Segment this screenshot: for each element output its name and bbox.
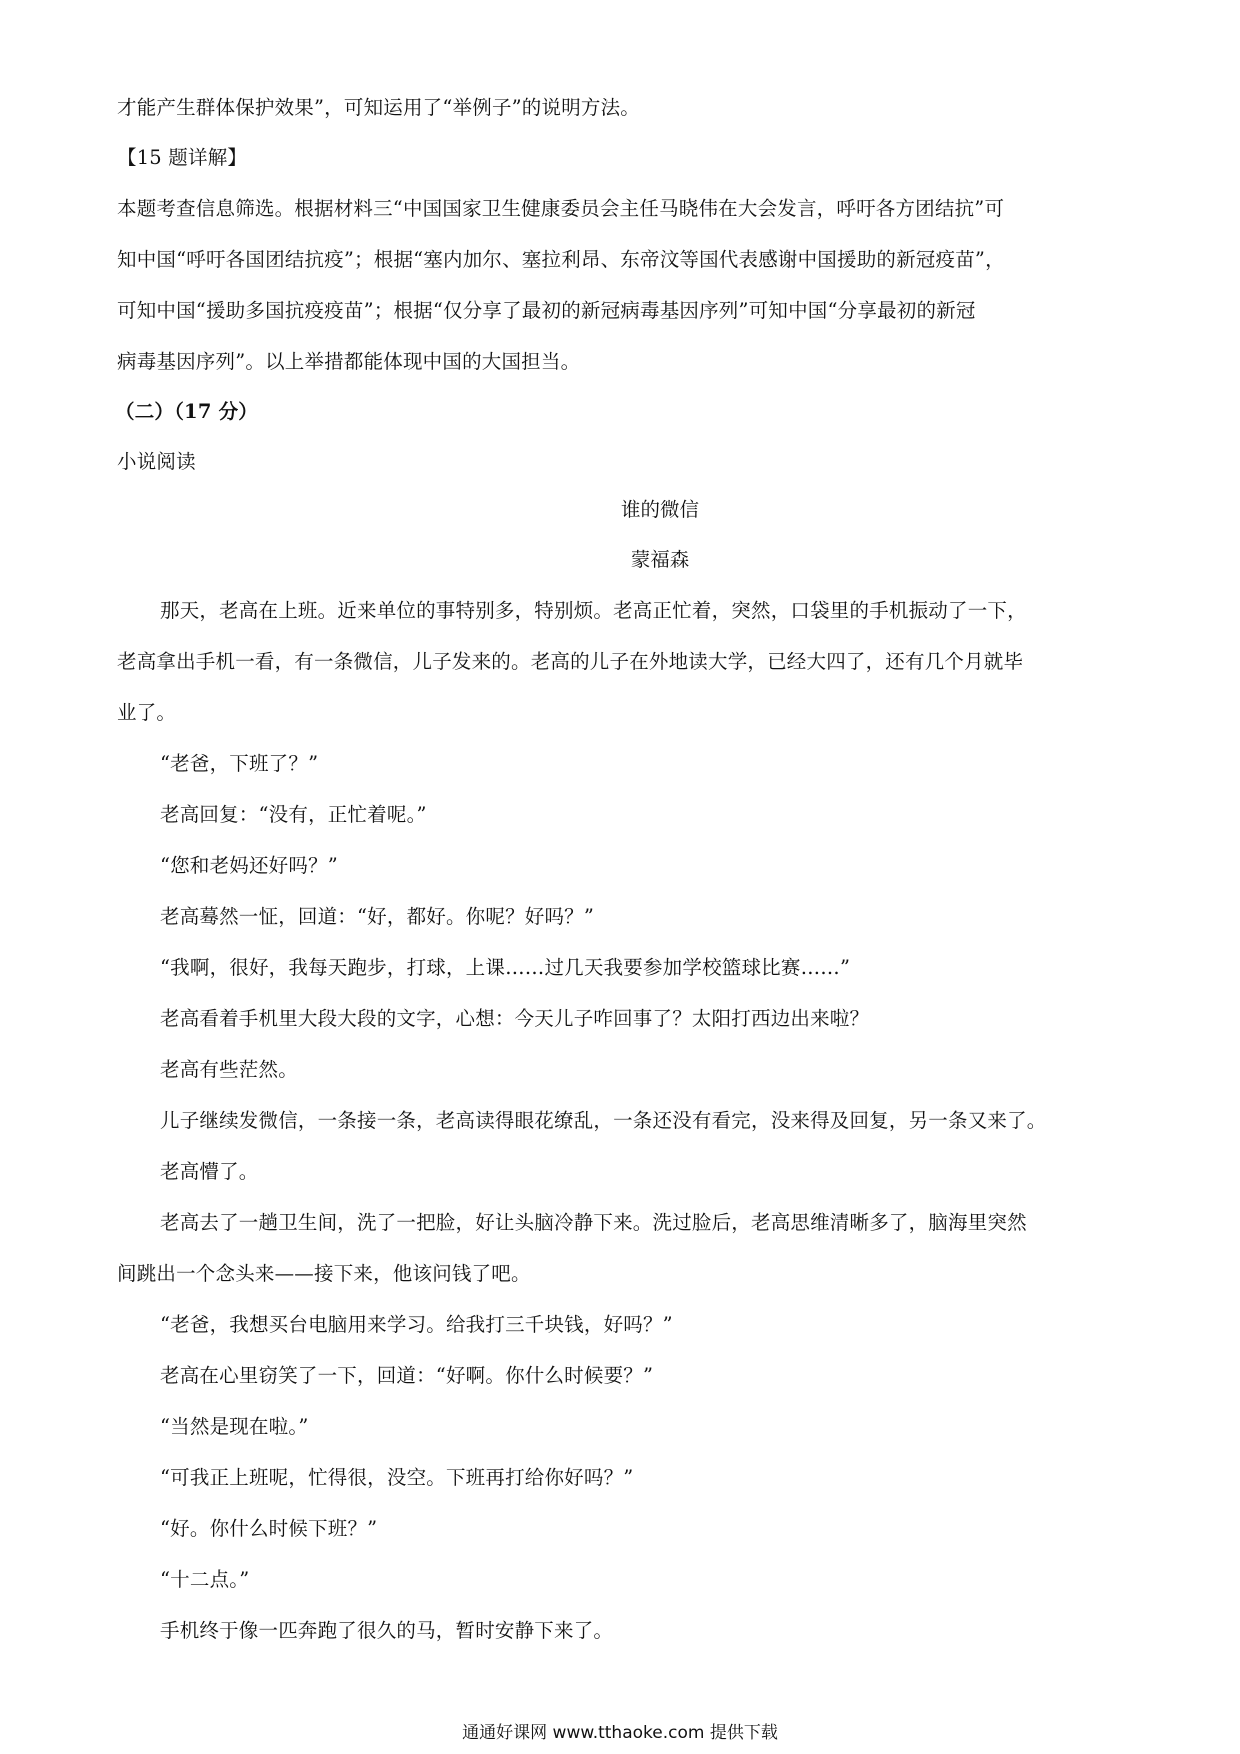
analysis-line: 才能产生群体保护效果”，可知运用了“举例子”的说明方法。 — [117, 96, 641, 119]
story-paragraph: “当然是现在啦。” — [160, 1415, 309, 1438]
story-paragraph: 老高懵了。 — [160, 1160, 259, 1183]
story-paragraph: “老爸，下班了？” — [160, 752, 319, 775]
story-paragraph: “可我正上班呢，忙得很，没空。下班再打给你好吗？” — [160, 1466, 634, 1489]
story-paragraph: 老高在心里窃笑了一下，回道：“好啊。你什么时候要？” — [160, 1364, 654, 1387]
story-paragraph-cont: 间跳出一个念头来——接下来，他该问钱了吧。 — [117, 1262, 531, 1285]
story-paragraph-cont: 业了。 — [117, 701, 177, 724]
story-paragraph: 那天，老高在上班。近来单位的事特别多，特别烦。老高正忙着，突然，口袋里的手机振动了一下， — [160, 599, 1027, 622]
section-subheading: 小说阅读 — [117, 450, 196, 473]
story-author: 蒙福森 — [630, 548, 690, 571]
question-15-heading: 【15 题详解】 — [117, 146, 248, 169]
story-paragraph: 老高回复：“没有，正忙着呢。” — [160, 803, 427, 826]
story-paragraph: “好。你什么时候下班？” — [160, 1517, 378, 1540]
analysis-line: 本题考查信息筛选。根据材料三“中国国家卫生健康委员会主任马晓伟在大会发言，呼吁各方团结抗”可 — [117, 197, 1005, 220]
story-paragraph-cont: 老高拿出手机一看，有一条微信，儿子发来的。老高的儿子在外地读大学，已经大四了，还有几个月就毕 — [117, 650, 1024, 673]
story-paragraph: “您和老妈还好吗？” — [160, 854, 338, 877]
story-paragraph: 手机终于像一匹奔跑了很久的马，暂时安静下来了。 — [160, 1619, 614, 1642]
footer-credit: 通通好课网 www.tthaoke.com 提供下载 — [462, 1723, 778, 1743]
analysis-line: 病毒基因序列”。以上举措都能体现中国的大国担当。 — [117, 350, 581, 373]
story-paragraph: 老高蓦然一怔，回道：“好，都好。你呢？好吗？” — [160, 905, 595, 928]
story-paragraph: “我啊，很好，我每天跑步，打球，上课……过几天我要参加学校篮球比赛……” — [160, 956, 851, 979]
section-heading: （二）（17 分） — [115, 400, 258, 423]
story-paragraph: 老高去了一趟卫生间，洗了一把脸，好让头脑冷静下来。洗过脸后，老高思维清晰多了，脑海里突然 — [160, 1211, 1027, 1234]
story-paragraph: 老高看着手机里大段大段的文字，心想：今天儿子咋回事了？太阳打西边出来啦？ — [160, 1007, 870, 1030]
story-paragraph: 老高有些茫然。 — [160, 1058, 298, 1081]
story-title: 谁的微信 — [620, 498, 699, 521]
analysis-line: 知中国“呼吁各国团结抗疫”；根据“塞内加尔、塞拉利昂、东帝汶等国代表感谢中国援助的新冠疫苗”， — [117, 248, 1005, 271]
story-paragraph: “十二点。” — [160, 1568, 250, 1591]
analysis-line: 可知中国“援助多国抗疫疫苗”；根据“仅分享了最初的新冠病毒基因序列”可知中国“分享最初的新冠 — [117, 299, 976, 322]
story-paragraph: “老爸，我想买台电脑用来学习。给我打三千块钱，好吗？” — [160, 1313, 673, 1336]
story-paragraph: 儿子继续发微信，一条接一条，老高读得眼花缭乱，一条还没有看完，没来得及回复，另一条又来了。 — [160, 1109, 1047, 1132]
